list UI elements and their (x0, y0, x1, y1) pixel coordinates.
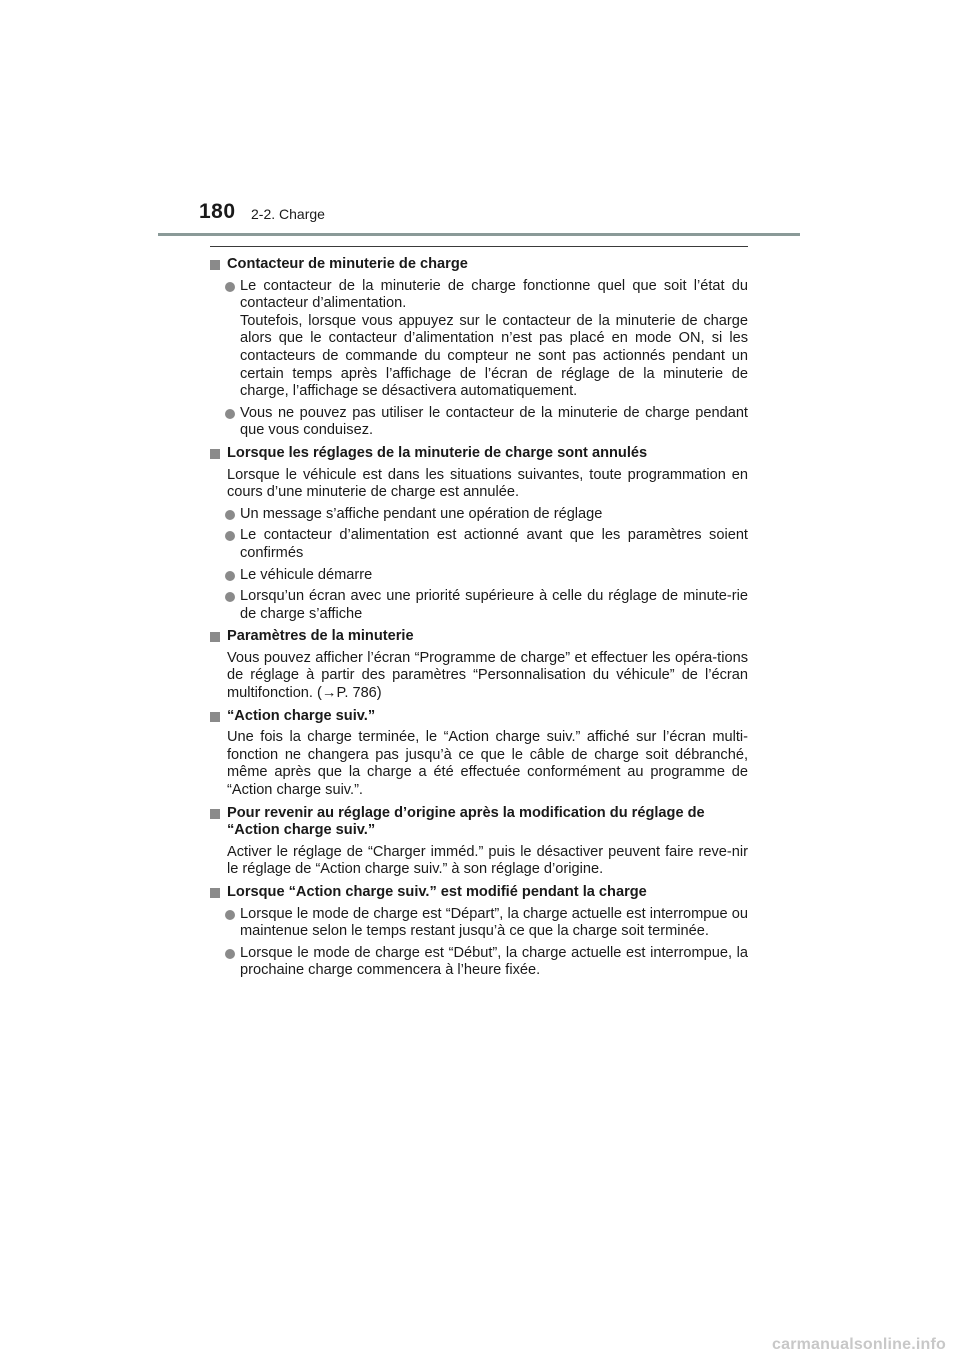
square-bullet-icon (210, 260, 220, 270)
square-bullet-icon (210, 632, 220, 642)
circle-bullet-icon (225, 510, 235, 520)
square-bullet-icon (210, 888, 220, 898)
list-item (210, 588, 748, 623)
section-paragraph: Lorsque le véhicule est dans les situations suivantes, toute programmation en cours d’une minuterie de charge est annulée. (227, 466, 748, 501)
list-item (210, 945, 748, 980)
list-item (210, 527, 748, 562)
bullet-text: Lorsque le mode de charge est “Début”, la charge actuelle est interrompue, la prochaine charge commencera à l’heure fixée. (240, 944, 748, 979)
square-bullet-icon (210, 449, 220, 459)
section-label: 2-2. Charge (251, 206, 325, 222)
section-timer-parameters (210, 628, 748, 702)
page-content (210, 256, 748, 985)
bullet-text: Lorsqu’un écran avec une priorité supérieure à celle du réglage de minute-rie de charge s’affiche (240, 588, 748, 622)
list-item (210, 906, 748, 941)
circle-bullet-icon (225, 409, 235, 419)
bullet-text: Toutefois, lorsque vous appuyez sur le contacteur de la minuterie de charge alors que le contacteur d’alimentation n’est pas placé en mode ON, si les contacteurs de commande du compteur ne sont pas actionnés pendant un certain temps après l’affichage de l’écran de réglage de la minuterie de charge, l’affichage se désactivera automatiquement. (240, 312, 748, 400)
bullet-text: Le contacteur de la minuterie de charge fonctionne quel que soit l’état du contacteur d’alimentation. (240, 277, 748, 312)
list-item (210, 506, 748, 524)
section-paragraph: Activer le réglage de “Charger imméd.” puis le désactiver peuvent faire reve-nir le réglage de “Action charge suiv.” à son réglage d’origine. (227, 843, 748, 878)
circle-bullet-icon (225, 571, 235, 581)
section-charge-timer-switch (210, 256, 748, 440)
section-paragraph: Vous pouvez afficher l’écran “Programme de charge” et effectuer les opéra-tions de réglage à partir des paramètres “Personnalisation du véhicule” de l’écran multifonction. (→P. 786) (227, 649, 748, 702)
section-title: Paramètres de la minuterie (210, 628, 748, 646)
bullet-text: Le véhicule démarre (240, 566, 373, 583)
list-item (210, 567, 748, 585)
circle-bullet-icon (225, 282, 235, 292)
section-modified-during-charge (210, 884, 748, 980)
watermark-link[interactable]: carmanualsonline.info (772, 1336, 947, 1353)
section-paragraph: Une fois la charge terminée, le “Action charge suiv.” affiché sur l’écran multi-fonction ne changera pas jusqu’à ce que le câble de charge soit débranché, même après que la charge a été effectuée conformément au programme de “Action charge suiv.”. (227, 729, 748, 799)
section-title: Pour revenir au réglage d’origine après la modification du réglage de “Action charge suiv.” (210, 805, 748, 840)
page-number: 180 (199, 200, 236, 223)
bullet-text: Lorsque le mode de charge est “Départ”, la charge actuelle est interrompue ou maintenue selon le temps restant jusqu’à ce que la charge soit terminée. (240, 905, 748, 940)
circle-bullet-icon (225, 531, 235, 541)
circle-bullet-icon (225, 592, 235, 602)
bullet-text: Vous ne pouvez pas utiliser le contacteur de la minuterie de charge pendant que vous conduisez. (240, 404, 748, 439)
square-bullet-icon (210, 809, 220, 819)
section-next-charge-action (210, 708, 748, 800)
section-title: Contacteur de minuterie de charge (210, 256, 748, 274)
section-title: Lorsque “Action charge suiv.” est modifié pendant la charge (210, 884, 748, 902)
bullet-text: Un message s’affiche pendant une opération de réglage (240, 505, 603, 522)
circle-bullet-icon (225, 949, 235, 959)
section-revert-original-setting (210, 805, 748, 879)
list-item (210, 405, 748, 440)
circle-bullet-icon (225, 910, 235, 920)
section-timer-settings-cancelled (210, 445, 748, 623)
section-title: “Action charge suiv.” (210, 708, 748, 726)
header-rule (158, 233, 800, 236)
section-divider (210, 246, 748, 247)
section-title: Lorsque les réglages de la minuterie de charge sont annulés (210, 445, 748, 463)
square-bullet-icon (210, 712, 220, 722)
list-item (210, 278, 748, 401)
bullet-text: Le contacteur d’alimentation est actionné avant que les paramètres soient confirmés (240, 527, 748, 561)
